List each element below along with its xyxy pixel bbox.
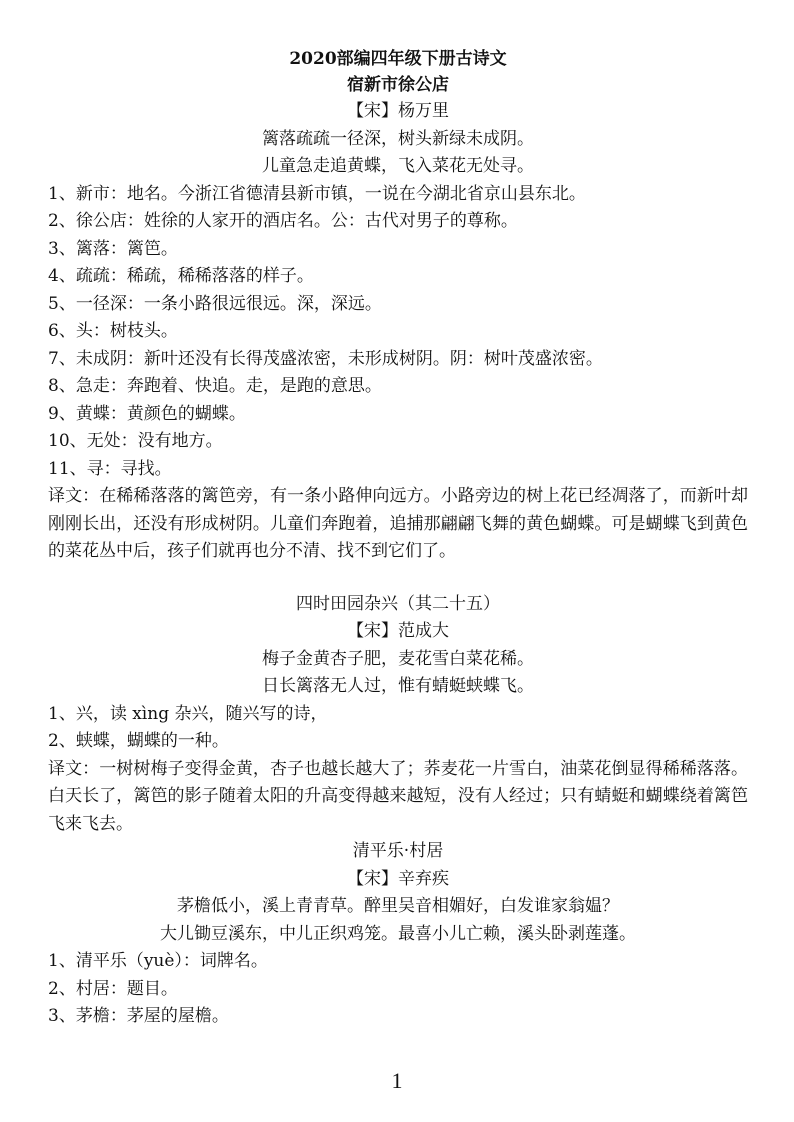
poem-title: 清平乐·村居 <box>352 841 444 861</box>
note-item: 1、清平乐（yuè）：词牌名。 <box>48 951 268 971</box>
poem-author: 【宋】辛弃疾 <box>347 868 449 889</box>
note-item: 9、黄蝶：黄颜色的蝴蝶。 <box>48 403 246 424</box>
note-item: 5、一径深：一条小路很远很远。深，深远。 <box>48 293 382 314</box>
note-item: 4、疏疏：稀疏，稀稀落落的样子。 <box>48 266 314 286</box>
poem-line: 茅檐低小，溪上青青草。醉里吴音相媚好，白发谁家翁媪？ <box>177 896 619 916</box>
poem-line: 日长篱落无人过，惟有蜻蜓蛱蝶飞。 <box>262 676 534 696</box>
note-item: 6、头：树枝头。 <box>48 321 178 341</box>
document-title: 2020部编四年级下册古诗文 <box>289 49 507 69</box>
translation-paragraph: 译文：在稀稀落落的篱笆旁，有一条小路伸向远方。小路旁边的树上花已经凋落了，而新叶却刚刚长出，还没有形成树阴。儿童们奔跑着，追捕那翩翩飞舞的黄色蝴蝶。可是蝴蝶飞到黄色的菜花丛中后，孩子们就再也分不清、找不到它们了。 <box>48 486 748 561</box>
poem-line: 大儿锄豆溪东，中儿正织鸡笼。最喜小儿亡赖，溪头卧剥莲蓬。 <box>160 923 636 944</box>
document-page <box>48 46 748 1031</box>
poem-author: 【宋】杨万里 <box>347 101 449 121</box>
note-item: 3、篱落：篱笆。 <box>48 238 178 259</box>
note-item: 7、未成阴：新叶还没有长得茂盛浓密，未形成树阴。阴：树叶茂盛浓密。 <box>48 348 603 369</box>
poem-title: 四时田园杂兴（其二十五） <box>296 593 500 614</box>
note-item: 2、徐公店：姓徐的人家开的酒店名。公：古代对男子的尊称。 <box>48 211 518 231</box>
note-item: 10、无处：没有地方。 <box>48 431 223 451</box>
note-item: 11、寻：寻找。 <box>48 458 172 479</box>
translation-paragraph: 译文：一树树梅子变得金黄，杏子也越长越大了；荞麦花一片雪白，油菜花倒显得稀稀落落。白天长了，篱笆的影子随着太阳的升高变得越来越短，没有人经过；只有蜻蜓和蝴蝶绕着篱笆飞来飞去。 <box>48 758 748 834</box>
poem-line: 篱落疏疏一径深，树头新绿未成阴。 <box>262 128 534 149</box>
note-item: 8、急走：奔跑着、快追。走，是跑的意思。 <box>48 376 382 396</box>
note-item: 3、茅檐：茅屋的屋檐。 <box>48 1006 229 1026</box>
poem-title: 宿新市徐公店 <box>347 75 449 95</box>
page-number: 1 <box>391 1068 403 1093</box>
poem-line: 梅子金黄杏子肥，麦花雪白菜花稀。 <box>262 648 534 669</box>
note-item: 1、兴，读 xìng 杂兴，随兴写的诗， <box>48 703 328 724</box>
poem-author: 【宋】范成大 <box>347 621 449 641</box>
poem-line: 儿童急走追黄蝶，飞入菜花无处寻。 <box>262 156 534 176</box>
note-item: 2、村居：题目。 <box>48 978 178 999</box>
note-item: 2、蛱蝶，蝴蝶的一种。 <box>48 731 229 751</box>
section-spacer <box>48 566 748 591</box>
note-item: 1、新市：地名。今浙江省德清县新市镇，一说在今湖北省京山县东北。 <box>48 183 586 204</box>
